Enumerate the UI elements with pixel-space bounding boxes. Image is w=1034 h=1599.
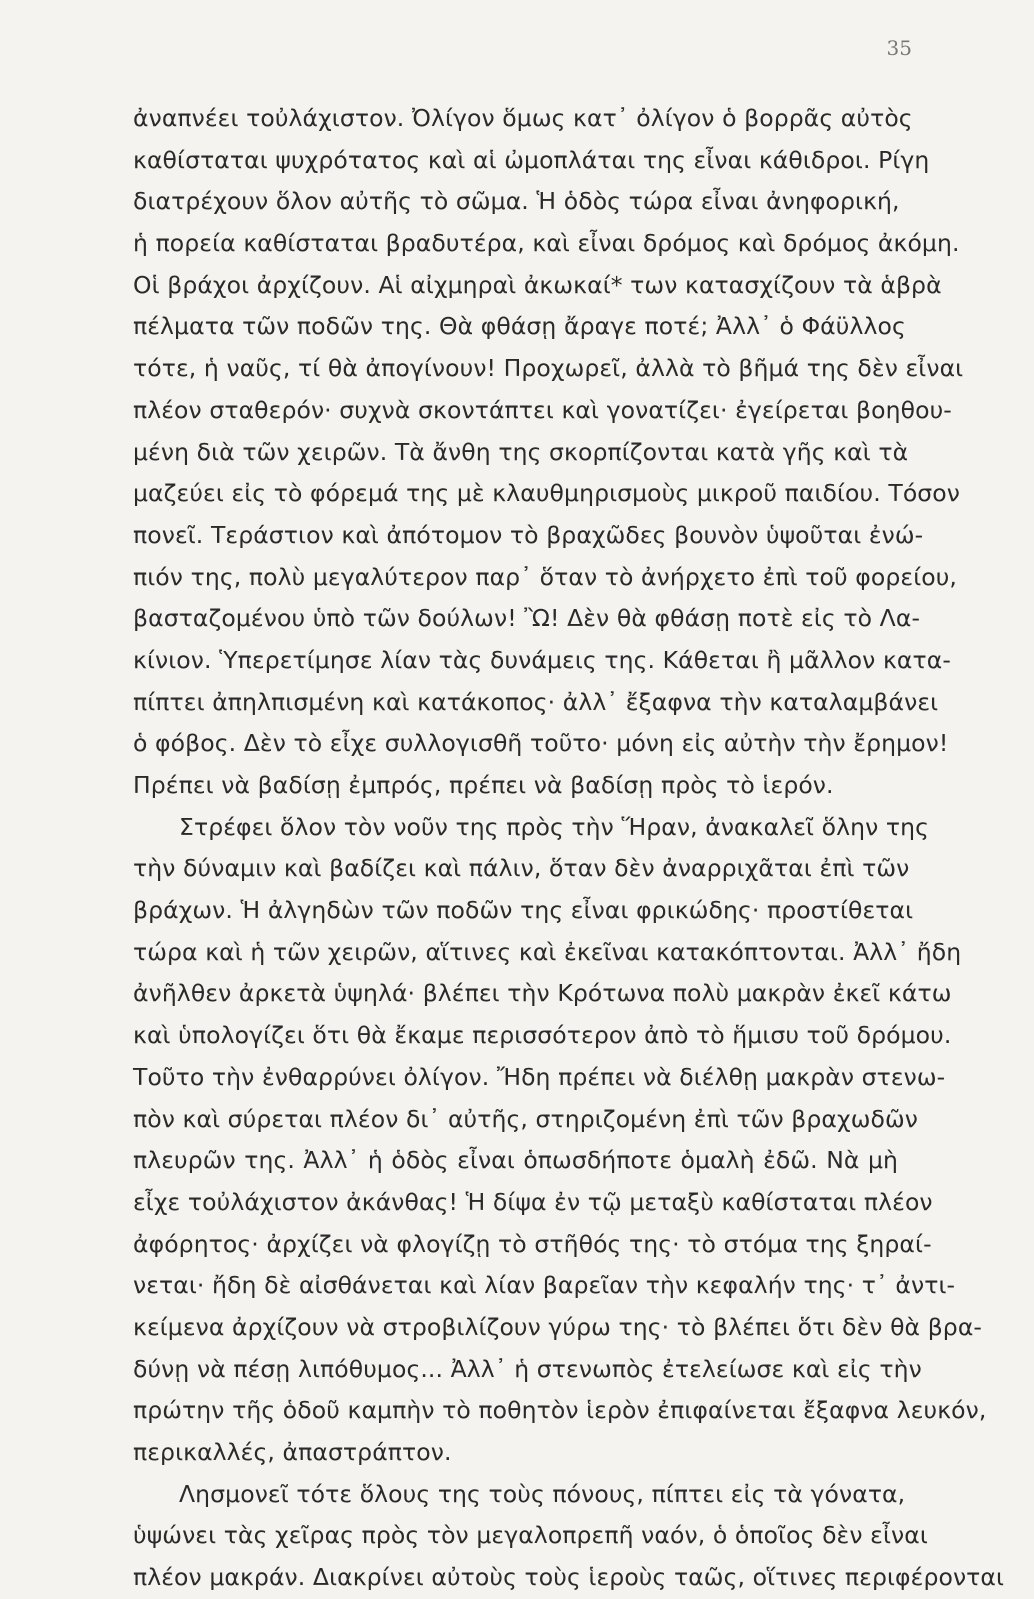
text-line: νεται· ἤδη δὲ αἰσθάνεται καὶ λίαν βαρεῖαν τὴν κεφαλήν της· τ᾽ ἀντι- xyxy=(133,1271,956,1300)
text-line: Οἱ βράχοι ἀρχίζουν. Αἱ αἰχμηραὶ ἀκωκαί* των κατασχίζουν τὰ ἁβρὰ xyxy=(133,270,942,299)
text-line: πλέον μακράν. Διακρίνει αὐτοὺς τοὺς ἱεροὺς ταῶς, οἵτινες περιφέρονται xyxy=(133,1563,1005,1592)
text-line: περικαλλές, ἀπαστράπτον. xyxy=(133,1438,452,1466)
text-line: πιόν της, πολὺ μεγαλύτερον παρ᾽ ὅταν τὸ ἀνήρχετο ἐπὶ τοῦ φορείου, xyxy=(133,562,957,591)
text-line: Λησμονεῖ τότε ὅλους της τοὺς πόνους, πίπτει εἰς τὰ γόνατα, xyxy=(179,1479,906,1508)
text-line: βράχων. Ἡ ἀλγηδὼν τῶν ποδῶν της εἶναι φρικώδης· προστίθεται xyxy=(133,896,914,925)
text-line: πλευρῶν της. Ἀλλ᾽ ἡ ὁδὸς εἶναι ὁπωσδήποτε ὁμαλὴ ἐδῶ. Νὰ μὴ xyxy=(133,1146,898,1175)
text-line: πονεῖ. Τεράστιον καὶ ἀπότομον τὸ βραχῶδες βουνὸν ὑψοῦται ἐνώ- xyxy=(133,520,924,549)
text-line: πίπτει ἀπηλπισμένη καὶ κατάκοπος· ἀλλ᾽ ἔξαφνα τὴν καταλαμβάνει xyxy=(133,687,939,716)
text-line: ὑψώνει τὰς χεῖρας πρὸς τὸν μεγαλοπρεπῆ ναόν, ὁ ὁποῖος δὲν εἶναι xyxy=(133,1521,928,1550)
body-text xyxy=(133,98,1005,1599)
text-line: βασταζομένου ὑπὸ τῶν δούλων! Ὢ! Δὲν θὰ φθάσῃ ποτὲ εἰς τὸ Λα- xyxy=(133,604,921,633)
text-line: ἀφόρητος· ἀρχίζει νὰ φλογίζῃ τὸ στῆθός της· τὸ στόμα της ξηραί- xyxy=(133,1229,932,1258)
text-line: τώρα καὶ ἡ τῶν χειρῶν, αἵτινες καὶ ἐκεῖναι κατακόπτονται. Ἀλλ᾽ ἤδη xyxy=(133,937,962,966)
text-line: ἀναπνέει τοὐλάχιστον. Ὀλίγον ὅμως κατ᾽ ὀλίγον ὁ βορρᾶς αὐτὸς xyxy=(133,104,913,132)
text-line: κίνιον. Ὑπερετίμησε λίαν τὰς δυνάμεις της. Κάθεται ἢ μᾶλλον κατα- xyxy=(133,645,951,674)
text-line: ἀνῆλθεν ἀρκετὰ ὑψηλά· βλέπει τὴν Κρότωνα πολὺ μακρὰν ἐκεῖ κάτω xyxy=(133,979,952,1008)
text-line: τότε, ἡ ναῦς, τί θὰ ἀπογίνουν! Προχωρεῖ, ἀλλὰ τὸ βῆμά της δὲν εἶναι xyxy=(133,354,964,383)
text-line: μαζεύει εἰς τὸ φόρεμά της μὲ κλαυθμηρισμοὺς μικροῦ παιδίου. Τόσον xyxy=(133,479,961,508)
text-line: εἶχε τοὐλάχιστον ἀκάνθας! Ἡ δίψα ἐν τῷ μεταξὺ καθίσταται πλέον xyxy=(133,1187,933,1216)
text-line: ἡ πορεία καθίσταται βραδυτέρα, καὶ εἶναι δρόμος καὶ δρόμος ἀκόμη. xyxy=(133,229,960,258)
paragraph xyxy=(133,1474,1005,1599)
text-line: καθίσταται ψυχρότατος καὶ αἱ ὠμοπλάται της εἶναι κάθιδροι. Ρίγη xyxy=(133,145,930,174)
text-line: Τοῦτο τὴν ἐνθαρρύνει ὀλίγον. Ἤδη πρέπει νὰ διέλθῃ μακρὰν στενω- xyxy=(133,1062,946,1091)
text-line: μένη διὰ τῶν χειρῶν. Τὰ ἄνθη της σκορπίζονται κατὰ γῆς καὶ τὰ xyxy=(133,437,909,466)
text-line: καὶ ὑπολογίζει ὅτι θὰ ἔκαμε περισσότερον ἀπὸ τὸ ἥμισυ τοῦ δρόμου. xyxy=(133,1021,952,1050)
text-line: πέλματα τῶν ποδῶν της. Θὰ φθάσῃ ἄραγε ποτέ; Ἀλλ᾽ ὁ Φάϋλλος xyxy=(133,312,906,341)
text-line: Στρέφει ὅλον τὸν νοῦν της πρὸς τὴν Ἥραν, ἀνακαλεῖ ὅλην της xyxy=(179,812,930,841)
text-line: κείμενα ἀρχίζουν νὰ στροβιλίζουν γύρω της· τὸ βλέπει ὅτι δὲν θὰ βρα- xyxy=(133,1312,982,1341)
text-line: Πρέπει νὰ βαδίσῃ ἐμπρός, πρέπει νὰ βαδίσῃ πρὸς τὸ ἱερόν. xyxy=(133,771,834,799)
text-line: ὁ φόβος. Δὲν τὸ εἶχε συλλογισθῆ τοῦτο· μόνη εἰς αὐτὴν τὴν ἔρημον! xyxy=(133,729,949,758)
text-line: πλέον σταθερόν· συχνὰ σκοντάπτει καὶ γονατίζει· ἐγείρεται βοηθου- xyxy=(133,395,952,424)
text-line: τὴν δύναμιν καὶ βαδίζει καὶ πάλιν, ὅταν δὲν ἀναρριχᾶται ἐπὶ τῶν xyxy=(133,854,910,883)
text-line: πρώτην τῆς ὁδοῦ καμπὴν τὸ ποθητὸν ἱερὸν ἐπιφαίνεται ἔξαφνα λευκόν, xyxy=(133,1396,987,1425)
text-line: πὸν καὶ σύρεται πλέον δι᾽ αὐτῆς, στηριζομένη ἐπὶ τῶν βραχωδῶν xyxy=(133,1104,918,1133)
page-number: 35 xyxy=(886,36,912,60)
text-line: δύνῃ νὰ πέσῃ λιπόθυμος... Ἀλλ᾽ ἡ στενωπὸς ἐτελείωσε καὶ εἰς τὴν xyxy=(133,1354,922,1383)
paragraph xyxy=(133,98,964,807)
paragraph xyxy=(133,807,987,1474)
text-line: διατρέχουν ὅλον αὐτῆς τὸ σῶμα. Ἡ ὁδὸς τώρα εἶναι ἀνηφορική, xyxy=(133,187,900,216)
